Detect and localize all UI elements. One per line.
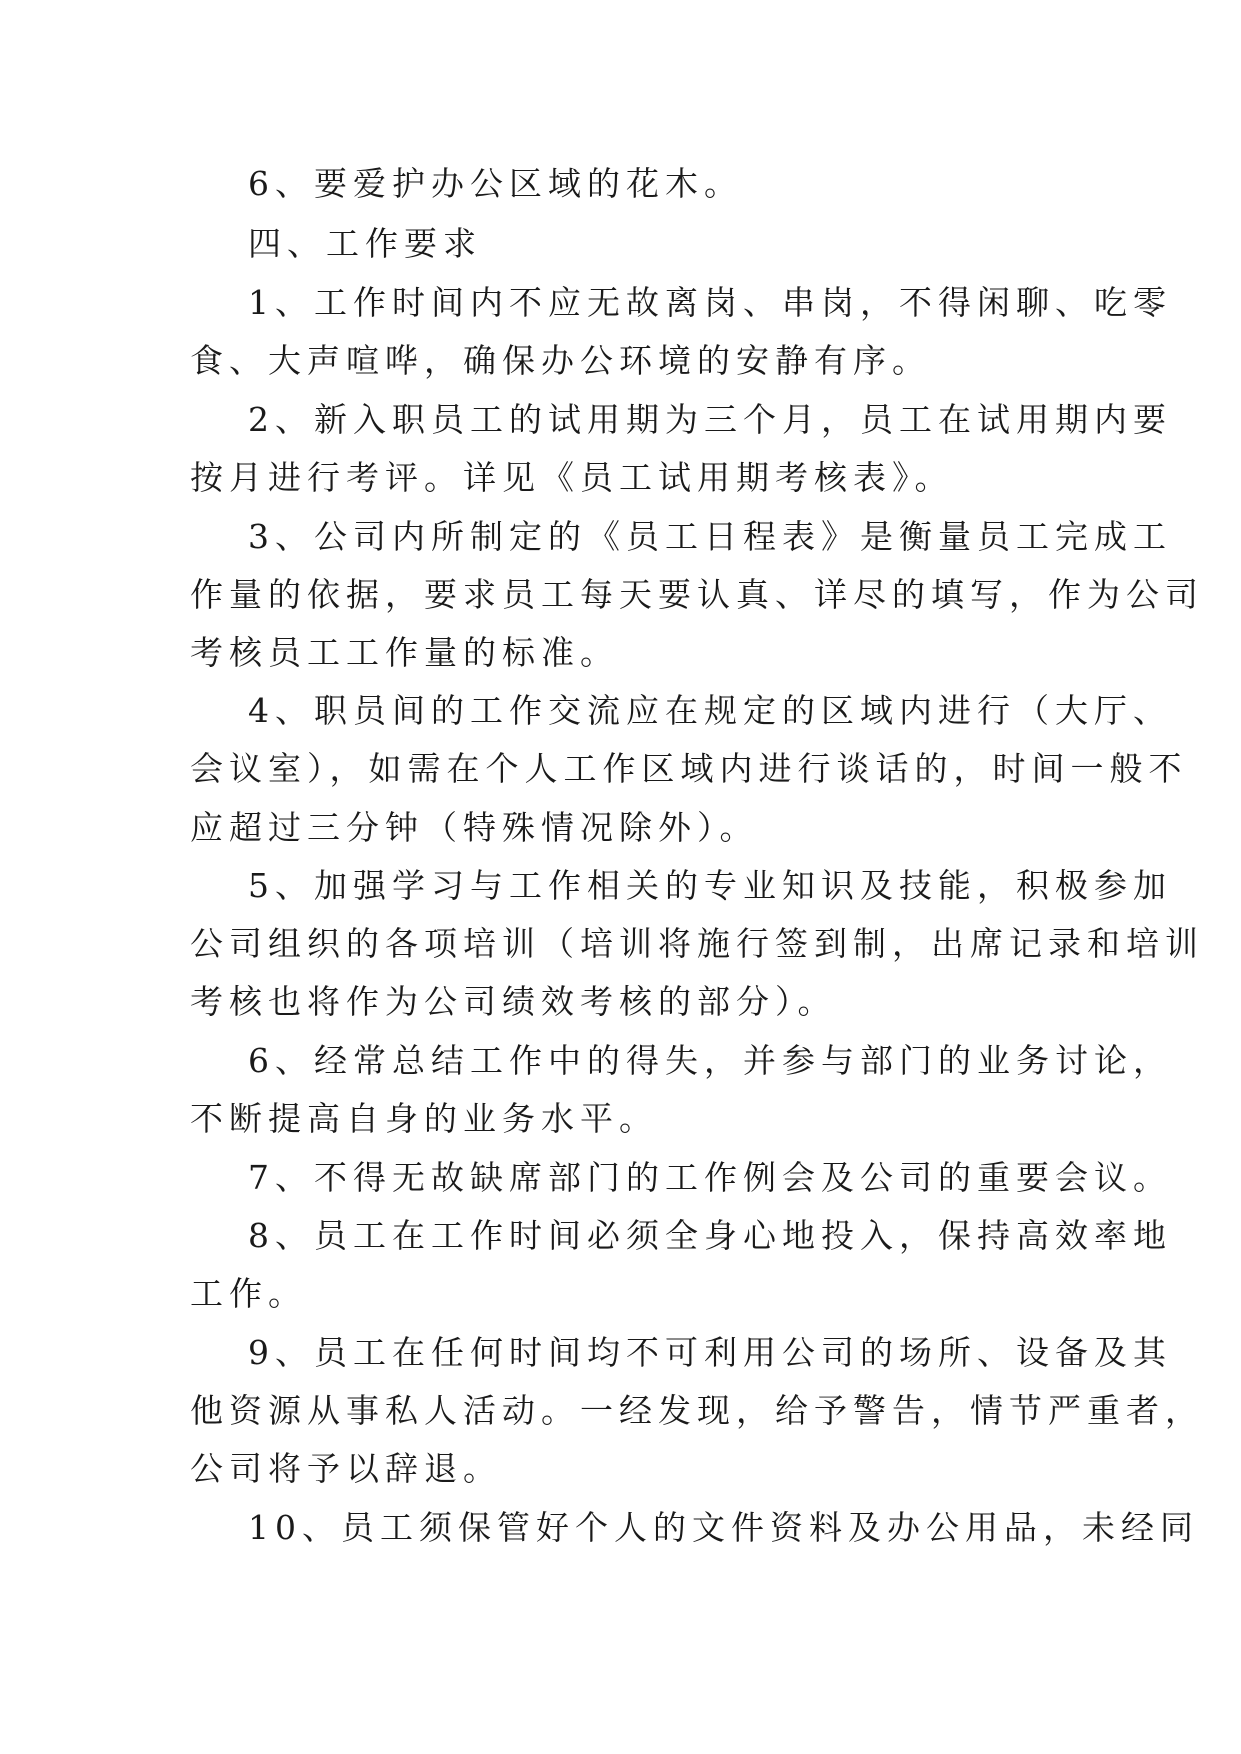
- paragraph-line: 6、要爱护办公区域的花木。: [248, 164, 743, 203]
- paragraph-line: 6、经常总结工作中的得失，并参与部门的业务讨论，: [248, 1041, 1172, 1080]
- section-heading: 四、工作要求: [248, 224, 482, 263]
- paragraph-line: 考核员工工作量的标准。: [190, 633, 619, 672]
- paragraph-line: 公司将予以辞退。: [190, 1449, 502, 1488]
- paragraph-line: 7、不得无故缺席部门的工作例会及公司的重要会议。: [248, 1158, 1172, 1197]
- paragraph-line: 8、员工在工作时间必须全身心地投入，保持高效率地: [248, 1216, 1172, 1255]
- paragraph-line: 9、员工在任何时间均不可利用公司的场所、设备及其: [248, 1333, 1172, 1372]
- paragraph-line: 应超过三分钟（特殊情况除外）。: [190, 808, 759, 847]
- paragraph-line: 2、新入职员工的试用期为三个月，员工在试用期内要: [248, 400, 1172, 439]
- paragraph-line: 会议室），如需在个人工作区域内进行谈话的，时间一般不: [190, 749, 1188, 788]
- paragraph-line: 公司组织的各项培训（培训将施行签到制，出席记录和培训: [190, 924, 1204, 963]
- paragraph-line: 食、大声喧哗，确保办公环境的安静有序。: [190, 341, 931, 380]
- paragraph-line: 4、职员间的工作交流应在规定的区域内进行（大厅、: [248, 691, 1172, 730]
- paragraph-line: 3、公司内所制定的《员工日程表》是衡量员工完成工: [248, 517, 1172, 556]
- paragraph-line: 5、加强学习与工作相关的专业知识及技能，积极参加: [248, 866, 1172, 905]
- paragraph-line: 按月进行考评。详见《员工试用期考核表》。: [190, 458, 954, 497]
- paragraph-line: 他资源从事私人活动。一经发现，给予警告，情节严重者，: [190, 1391, 1204, 1430]
- paragraph-line: 作量的依据，要求员工每天要认真、详尽的填写，作为公司: [190, 575, 1204, 614]
- paragraph-line: 工作。: [190, 1274, 307, 1313]
- paragraph-line: 考核也将作为公司绩效考核的部分）。: [190, 982, 837, 1021]
- paragraph-line: 1、工作时间内不应无故离岗、串岗，不得闲聊、吃零: [248, 283, 1172, 322]
- paragraph-line: 不断提高自身的业务水平。: [190, 1099, 658, 1138]
- paragraph-line: 10、员工须保管好个人的文件资料及办公用品，未经同: [248, 1508, 1199, 1547]
